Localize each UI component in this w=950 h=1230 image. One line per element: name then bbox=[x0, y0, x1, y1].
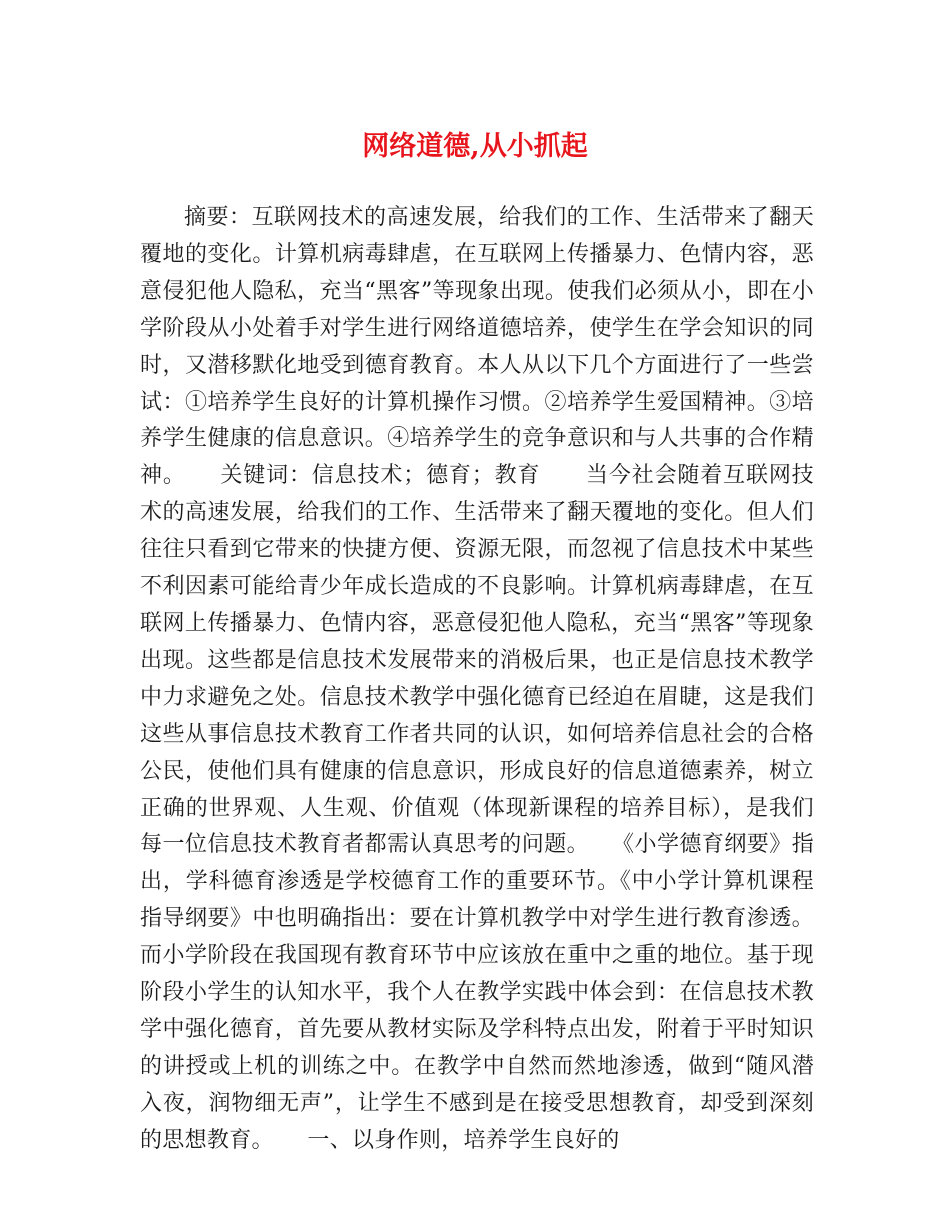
document-title: 网络道德,从小抓起 bbox=[362, 131, 588, 162]
document-body-paragraph: 摘要：互联网技术的高速发展，给我们的工作、生活带来了翻天覆地的变化。计算机病毒肆虐，在互联网上传播暴力、色情内容，恶意侵犯他人隐私，充当“黑客”等现象出现。使我们必须从小，即在小学阶段从小处着手对学生进行网络道德培养，使学生在学会知识的同时，又潜移默化地受到德育教育。本人从以下几个方面进行了一些尝试：①培养学生良好的计算机操作习惯。②培养学生爱国精神。③培养学生健康的信息意识。④培养学生的竞争意识和与人共事的合作精神。 关键词：信息技术；德育；教育 当今社会随着互联网技术的高速发展，给我们的工作、生活带来了翻天覆地的变化。但人们往往只看到它带来的快捷方便、资源无限，而忽视了信息技术中某些不利因素可能给青少年成长造成的不良影响。计算机病毒肆虐，在互联网上传播暴力、色情内容，恶意侵犯他人隐私，充当“黑客”等现象出现。这些都是信息技术发展带来的消极后果，也正是信息技术教学中力求避免之处。信息技术教学中强化德育已经迫在眉睫，这是我们这些从事信息技术教育工作者共同的认识，如何培养信息社会的合格公民，使他们具有健康的信息意识，形成良好的信息道德素养，树立正确的世界观、人生观、价值观（体现新课程的培养目标），是我们每一位信息技术教育者都需认真思考的问题。 《小学德育纲要》指出，学科德育渗透是学校德育工作的重要环节。《中小学计算机课程指导纲要》中也明确指出：要在计算机教学中对学生进行教育渗透。而小学阶段在我国现有教育环节中应该放在重中之重的地位。基于现阶段小学生的认知水平，我个人在教学实践中体会到：在信息技术教学中强化德育，首先要从教材实际及学科特点出发，附着于平时知识的讲授或上机的训练之中。在教学中自然而然地渗透，做到“随风潜入夜，润物细无声”，让学生不感到是在接受思想教育，却受到深刻的思想教育。 一、以身作则，培养学生良好的 bbox=[140, 205, 814, 1153]
